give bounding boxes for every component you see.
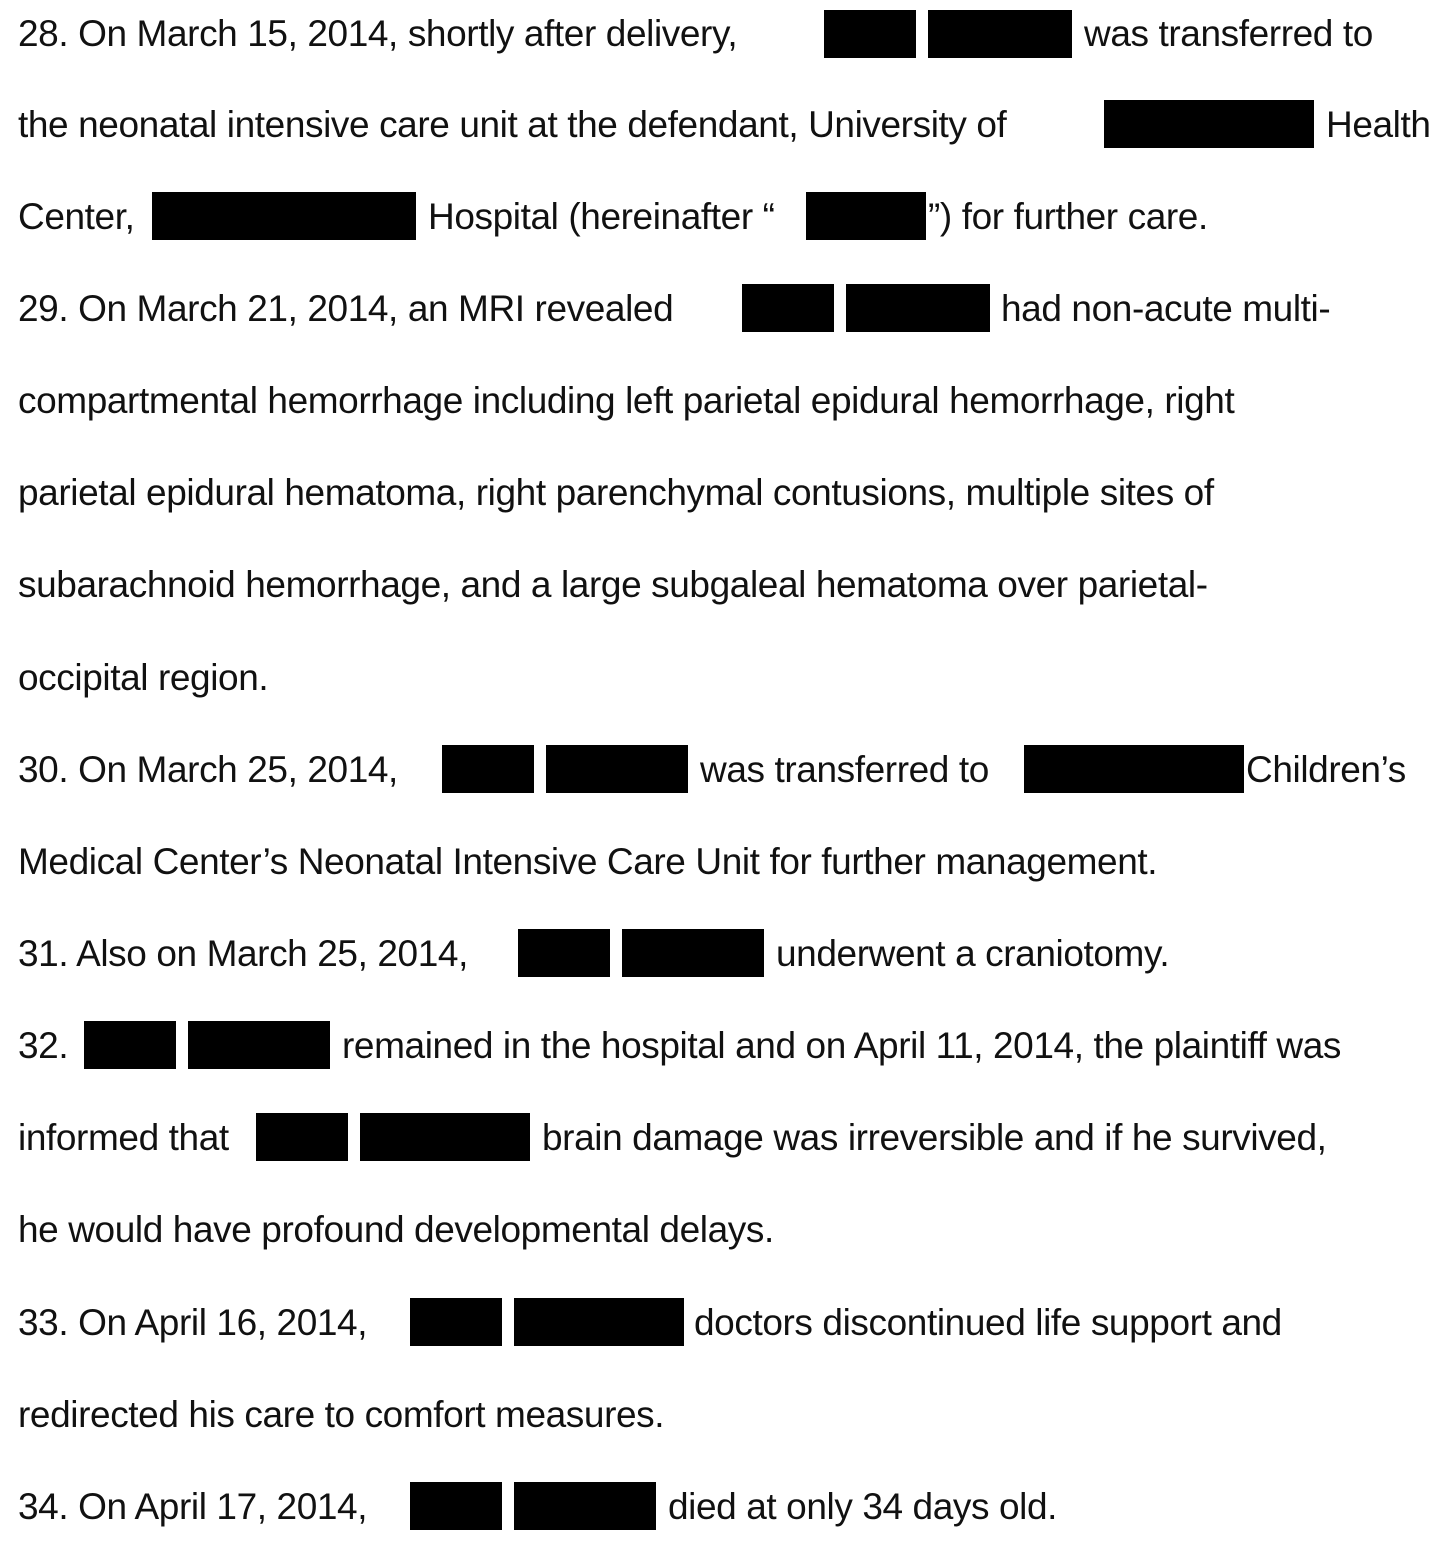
text-segment: subarachnoid hemorrhage, and a large subgaleal hematoma over parietal- <box>18 564 1208 605</box>
redaction-box <box>928 10 1072 58</box>
redaction-box <box>188 1021 330 1069</box>
text-segment: Medical Center’s Neonatal Intensive Care Unit for further management. <box>18 841 1158 882</box>
redaction-box <box>442 745 534 793</box>
text-segment: 32. <box>18 1025 69 1066</box>
text-segment: redirected his care to comfort measures. <box>18 1394 665 1435</box>
text-segment: was transferred to <box>700 749 989 790</box>
text-segment: compartmental hemorrhage including left parietal epidural hemorrhage, right <box>18 380 1235 421</box>
redaction-box <box>152 192 416 240</box>
redaction-box <box>518 929 610 977</box>
text-segment: doctors discontinued life support and <box>694 1302 1282 1343</box>
text-segment: had non-acute multi- <box>1001 288 1331 329</box>
text-segment: 34. On April 17, 2014, <box>18 1486 368 1527</box>
text-segment: Children’s <box>1246 749 1406 790</box>
redaction-box <box>546 745 688 793</box>
text-segment: 31. Also on March 25, 2014, <box>18 933 468 974</box>
text-segment: underwent a craniotomy. <box>776 933 1170 974</box>
redaction-box <box>514 1298 684 1346</box>
text-segment: brain damage was irreversible and if he survived, <box>542 1117 1327 1158</box>
redaction-box <box>360 1113 530 1161</box>
redaction-box <box>84 1021 176 1069</box>
redaction-box <box>410 1482 502 1530</box>
text-segment: he would have profound developmental delays. <box>18 1209 774 1250</box>
text-segment: Center, <box>18 196 135 237</box>
text-segment: Hospital (hereinafter “ <box>428 196 775 237</box>
text-segment: Health <box>1326 104 1431 145</box>
redaction-box <box>806 192 926 240</box>
text-segment: parietal epidural hematoma, right parenchymal contusions, multiple sites of <box>18 472 1214 513</box>
text-segment: 28. On March 15, 2014, shortly after delivery, <box>18 13 738 54</box>
text-segment: informed that <box>18 1117 229 1158</box>
text-segment: 33. On April 16, 2014, <box>18 1302 368 1343</box>
redaction-box <box>256 1113 348 1161</box>
redaction-box <box>410 1298 502 1346</box>
redaction-box <box>824 10 916 58</box>
text-segment: ”) for further care. <box>928 196 1208 237</box>
text-segment: occipital region. <box>18 657 269 698</box>
redaction-box <box>1104 100 1314 148</box>
text-segment: 29. On March 21, 2014, an MRI revealed <box>18 288 674 329</box>
redaction-box <box>846 284 990 332</box>
text-segment: died at only 34 days old. <box>668 1486 1058 1527</box>
redaction-box <box>514 1482 656 1530</box>
redaction-box <box>622 929 764 977</box>
redaction-box <box>742 284 834 332</box>
text-segment: the neonatal intensive care unit at the defendant, University of <box>18 104 1007 145</box>
text-segment: was transferred to <box>1084 13 1373 54</box>
text-segment: 30. On March 25, 2014, <box>18 749 398 790</box>
redaction-box <box>1024 745 1244 793</box>
text-segment: remained in the hospital and on April 11, 2014, the plaintiff was <box>342 1025 1342 1066</box>
